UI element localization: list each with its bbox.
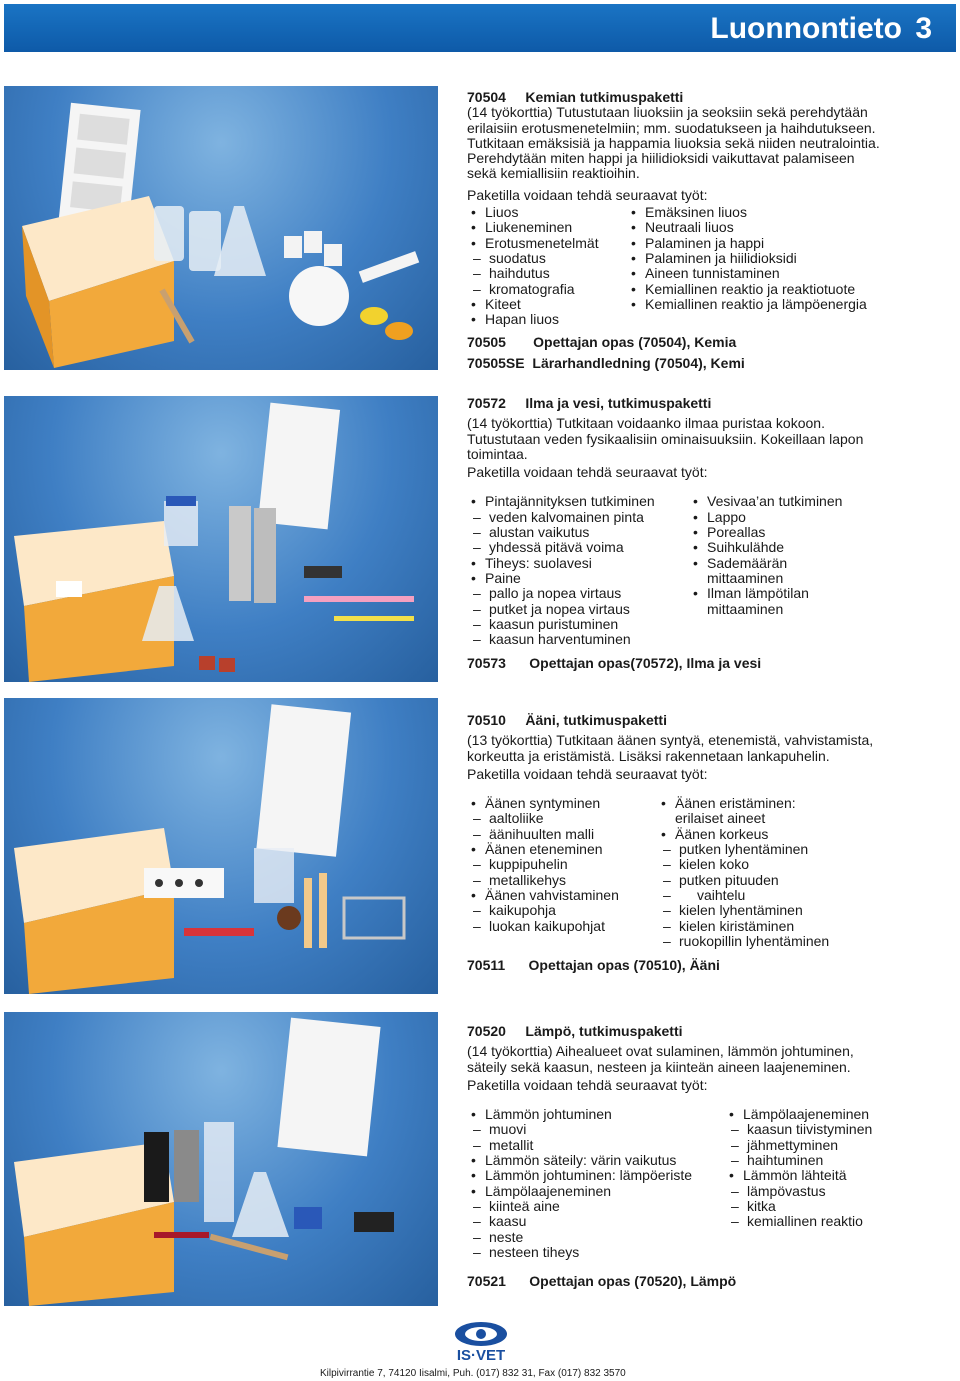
product-code: 70572 (467, 395, 506, 411)
list-item: • Pintajännityksen tutkiminen (467, 494, 689, 509)
section-heading (467, 1024, 957, 1039)
list-item: • Aineen tunnistaminen (627, 266, 867, 281)
list-subitem: – aaltoliike (467, 811, 657, 826)
teacher-guide (467, 335, 957, 350)
list-subitem: – kielen lyhentäminen (657, 903, 829, 918)
product-section-sound (467, 713, 957, 973)
list-item: • Lämmön johtuminen (467, 1107, 725, 1122)
list-subitem: – metallikehys (467, 873, 657, 888)
list-subitem: – nesteen tiheys (467, 1245, 725, 1260)
description-line: toimintaa. (467, 445, 528, 462)
list-item: • Tiheys: suolavesi (467, 556, 689, 571)
list-subitem: – kaasun puristuminen (467, 617, 689, 632)
list-subitem: – putken pituuden (657, 873, 829, 888)
list-item: • Hapan liuos (467, 312, 627, 327)
list-subitem: – veden kalvomainen pinta (467, 510, 689, 525)
list-item: • Liukeneminen (467, 220, 627, 235)
list-subitem: – kaasun tiivistyminen (725, 1122, 872, 1137)
description-line: (14 työkorttia) Tutustutaan liuoksiin ja seoksiin sekä perehdytään (467, 104, 868, 121)
section-heading (467, 713, 957, 728)
list-subitem: – ruokopillin lyhentäminen (657, 934, 829, 949)
list-subitem: – kromatografia (467, 282, 627, 297)
list-item: • Neutraali liuos (627, 220, 867, 235)
description-line: (14 työkorttia) Aihealueet ovat sulaminen, lämmön johtuminen, (467, 1043, 854, 1060)
list-subitem: – pallo ja nopea virtaus (467, 586, 689, 601)
list-item: • Äänen eristäminen: (657, 796, 829, 811)
section-heading (467, 90, 957, 105)
product-section-chemistry (467, 90, 957, 371)
list-item: • Kemiallinen reaktio ja lämpöenergia (627, 297, 867, 312)
activities-intro: Paketilla voidaan tehdä seuraavat työt: (467, 464, 708, 481)
teacher-guide (467, 1274, 957, 1289)
list-item: • Vesivaa’an tutkiminen (689, 494, 842, 509)
activities-intro: Paketilla voidaan tehdä seuraavat työt: (467, 1076, 708, 1093)
teacher-guide (467, 656, 957, 671)
page-footer (0, 1320, 960, 1381)
product-photo-sound (4, 698, 438, 994)
list-item: • Äänen syntyminen (467, 796, 657, 811)
product-photo-air-water (4, 396, 438, 682)
description-line: Perehdytään miten happi ja hiilidioksidi vaikuttavat palamiseen (467, 150, 855, 167)
list-item-continuation: erilaiset aineet (675, 810, 766, 827)
list-item-continuation: mittaaminen (707, 569, 784, 586)
page-number: 3 (915, 12, 932, 45)
guide-code: 70505SE (467, 354, 525, 371)
description-line: (14 työkorttia) Tutkitaan voidaanko ilmaa puristaa kokoon. (467, 415, 825, 432)
list-subitem: – kitka (725, 1199, 872, 1214)
list-subitem: – yhdessä pitävä voima (467, 540, 689, 555)
description-line: Tutustutaan veden fysikaalisiin ominaisuuksiin. Kokeillaan lapon (467, 430, 864, 447)
list-subitem: – kielen kiristäminen (657, 919, 829, 934)
list-subitem: – äänihuulten malli (467, 827, 657, 842)
list-item: • Paine (467, 571, 689, 586)
product-name: Ääni, tutkimuspaketti (525, 712, 667, 728)
product-code: 70504 (467, 89, 506, 105)
list-item: • Erotusmenetelmät (467, 236, 627, 251)
activities-intro: Paketilla voidaan tehdä seuraavat työt: (467, 186, 708, 203)
page-header (4, 4, 956, 52)
activities-intro: Paketilla voidaan tehdä seuraavat työt: (467, 765, 708, 782)
list-subitem: – muovi (467, 1122, 725, 1137)
list-item: • Palaminen ja hiilidioksidi (627, 251, 867, 266)
description-line: Tutkitaan emäksisiä ja happamia liuoksia sekä niiden neutralointia. (467, 134, 880, 151)
guide-code: 70511 (467, 957, 506, 974)
product-photo-chemistry (4, 86, 438, 370)
description-line: säteily sekä kaasun, nesteen ja kiinteän aineen laajeneminen. (467, 1058, 851, 1075)
list-subitem: – haihtuminen (725, 1153, 872, 1168)
list-item: • Lappo (689, 510, 842, 525)
list-subitem: – kemiallinen reaktio (725, 1214, 872, 1229)
list-item: • Lämmön johtuminen: lämpöeriste (467, 1168, 725, 1183)
list-item: • Sademäärän (689, 556, 842, 571)
guide-code: 70521 (467, 1273, 506, 1290)
list-subitem: – putken lyhentäminen (657, 842, 829, 857)
list-item: • Äänen eteneminen (467, 842, 657, 857)
list-item-continuation: mittaaminen (707, 600, 784, 617)
product-section-air-water (467, 396, 957, 672)
list-item: • Liuos (467, 205, 627, 220)
description-line: erilaisiin erotusmenetelmiin; mm. suodatukseen ja haihdutukseen. (467, 119, 876, 136)
list-subitem: – kaasu (467, 1214, 725, 1229)
list-subitem: – jähmettyminen (725, 1138, 872, 1153)
list-subitem: – kuppipuhelin (467, 857, 657, 872)
list-subitem: – suodatus (467, 251, 627, 266)
guide-title: Opettajan opas (70510), Ääni (528, 957, 720, 974)
list-item: • Lämmön lähteitä (725, 1168, 872, 1183)
guide-title: Opettajan opas (70504), Kemia (533, 334, 737, 351)
list-subitem: – alustan vaikutus (467, 525, 689, 540)
list-item: • Palaminen ja happi (627, 236, 867, 251)
list-item: • Suihkulähde (689, 540, 842, 555)
product-code: 70520 (467, 1023, 506, 1039)
list-item: • Lämmön säteily: värin vaikutus (467, 1153, 725, 1168)
description-line: sekä kemiallisiin reaktioihin. (467, 165, 640, 182)
page-title: Luonnontieto (710, 12, 902, 45)
list-subitem: – kielen koko (657, 857, 829, 872)
list-item: • Lämpölaajeneminen (725, 1107, 872, 1122)
list-item: • Poreallas (689, 525, 842, 540)
company-address: Kilpivirrantie 7, 74120 Iisalmi, Puh. (017) 832 31, Fax (017) 832 3570 (320, 1368, 626, 1379)
product-name: Kemian tutkimuspaketti (525, 89, 684, 105)
list-subitem: – luokan kaikupohjat (467, 919, 657, 934)
product-name: Ilma ja vesi, tutkimuspaketti (525, 395, 712, 411)
teacher-guide (467, 356, 957, 371)
teacher-guide (467, 958, 957, 973)
guide-title: Opettajan opas(70572), Ilma ja vesi (529, 655, 762, 672)
list-item: • Ilman lämpötilan (689, 586, 842, 601)
list-subitem-continuation: – vaihtelu (657, 888, 829, 903)
list-subitem: – kaikupohja (467, 903, 657, 918)
product-photo-heat (4, 1012, 438, 1306)
list-item: • Kemiallinen reaktio ja reaktiotuote (627, 282, 867, 297)
list-subitem: – kaasun harventuminen (467, 632, 689, 647)
logo-text: IS·VET (456, 1347, 506, 1364)
list-subitem: – metallit (467, 1138, 725, 1153)
product-name: Lämpö, tutkimuspaketti (525, 1023, 683, 1039)
guide-code: 70573 (467, 655, 506, 672)
guide-code: 70505 (467, 334, 506, 351)
list-subitem: – kiinteä aine (467, 1199, 725, 1214)
isvet-logo (436, 1320, 526, 1364)
list-item: • Kiteet (467, 297, 627, 312)
list-item: • Äänen vahvistaminen (467, 888, 657, 903)
list-subitem: – haihdutus (467, 266, 627, 281)
product-code: 70510 (467, 712, 506, 728)
product-section-heat (467, 1024, 957, 1289)
section-heading (467, 396, 957, 411)
list-subitem: – putket ja nopea virtaus (467, 602, 689, 617)
guide-title: Opettajan opas (70520), Lämpö (529, 1273, 737, 1290)
guide-title: Lärarhandledning (70504), Kemi (532, 354, 745, 371)
list-item: • Äänen korkeus (657, 827, 829, 842)
description-line: (13 työkorttia) Tutkitaan äänen syntyä, etenemistä, vahvistamista, (467, 732, 874, 749)
list-item: • Emäksinen liuos (627, 205, 867, 220)
list-subitem: – neste (467, 1230, 725, 1245)
description-line: korkeutta ja eristämistä. Lisäksi rakennetaan lankapuhelin. (467, 747, 830, 764)
list-item: • Lämpölaajeneminen (467, 1184, 725, 1199)
list-subitem: – lämpövastus (725, 1184, 872, 1199)
